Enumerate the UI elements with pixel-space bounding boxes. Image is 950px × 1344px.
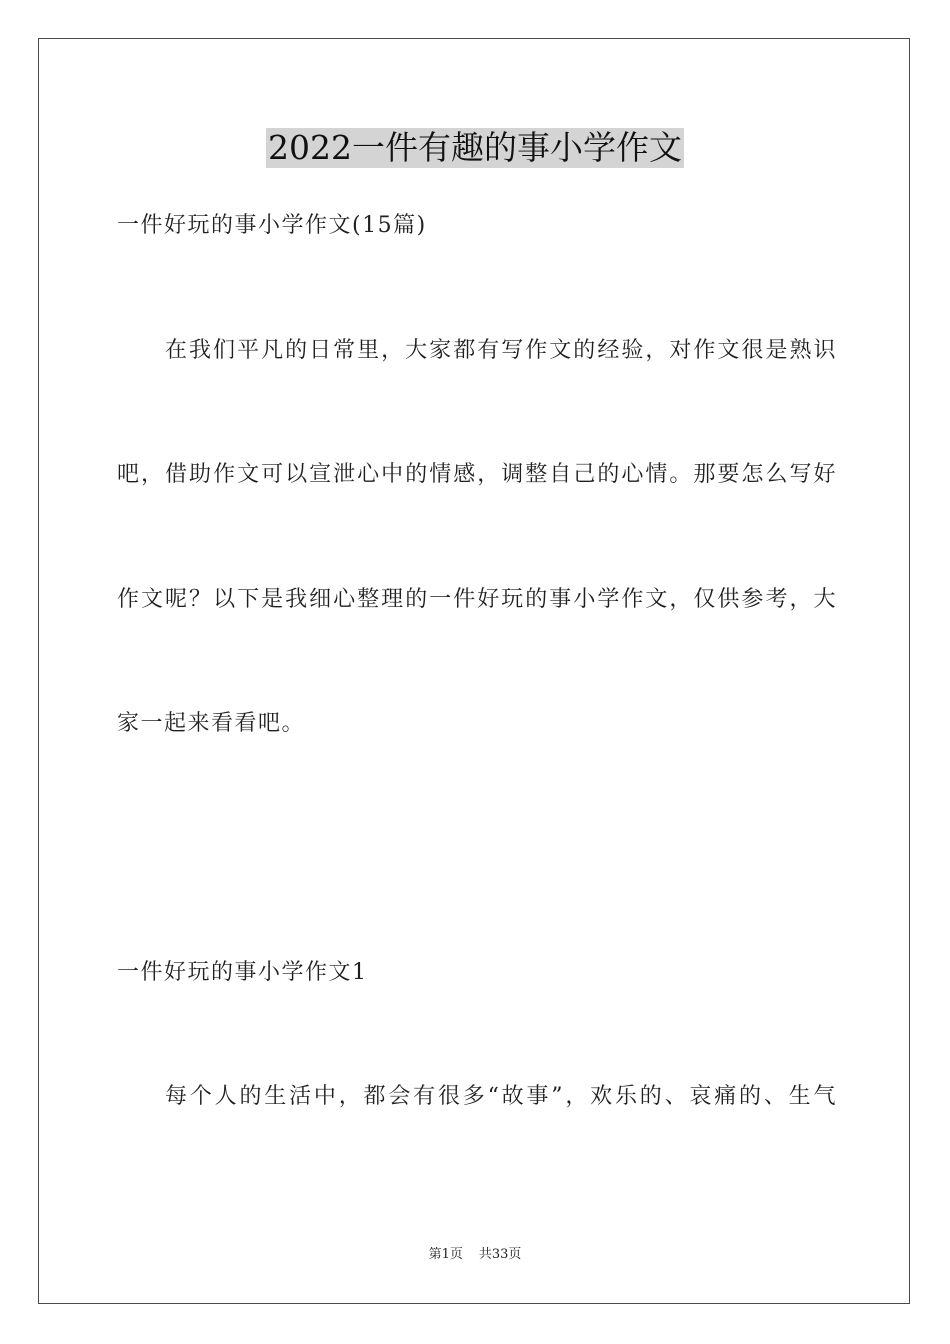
document-title: 2022一件有趣的事小学作文	[268, 128, 682, 167]
paragraph-line: 作文呢？以下是我细心整理的一件好玩的事小学作文，仅供参考，大	[117, 587, 837, 612]
section-heading: 一件好玩的事小学作文1	[117, 960, 368, 985]
paragraph-line: 家一起来看看吧。	[117, 711, 306, 736]
page-total: 共33页	[478, 1247, 522, 1262]
page-footer	[0, 1246, 950, 1264]
page-number: 第1页	[428, 1247, 463, 1262]
paragraph-line: 每个人的生活中，都会有很多“故事”，欢乐的、哀痛的、生气	[165, 1084, 837, 1109]
document-subtitle: 一件好玩的事小学作文(15篇)	[117, 213, 427, 238]
paragraph-line: 在我们平凡的日常里，大家都有写作文的经验，对作文很是熟识	[165, 338, 837, 363]
paragraph-line: 吧，借助作文可以宣泄心中的情感，调整自己的心情。那要怎么写好	[117, 462, 837, 487]
title-container	[0, 128, 950, 168]
